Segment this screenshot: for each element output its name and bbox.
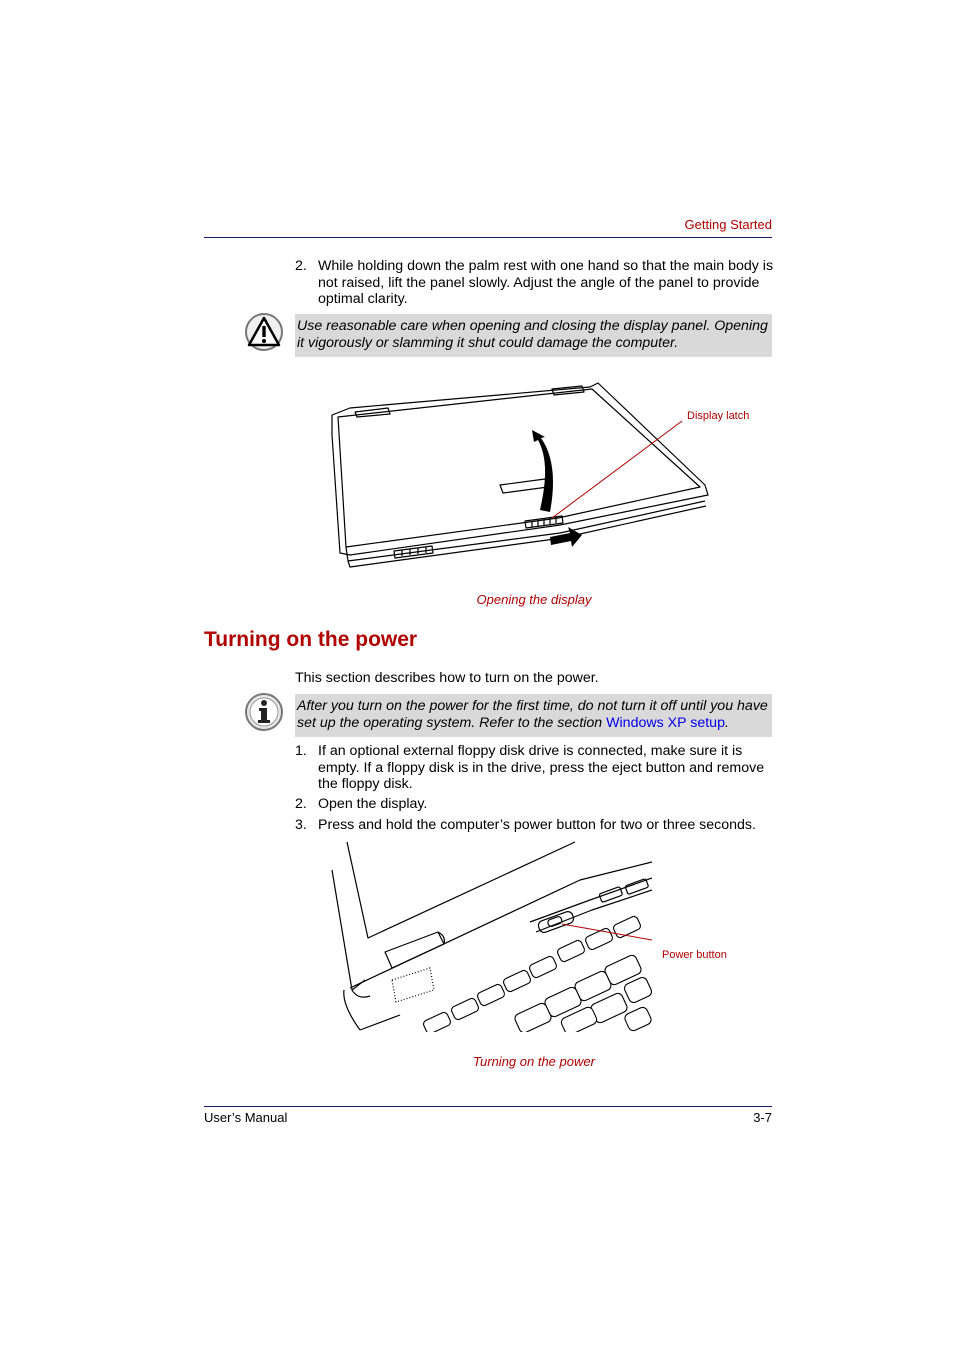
running-header: Getting Started xyxy=(684,217,772,232)
info-note-text: After you turn on the power for the first time, do not turn it off until you have set up the operating system. Refer to the section xyxy=(297,698,768,731)
list-item xyxy=(295,796,775,813)
info-note xyxy=(295,694,772,737)
laptop-keyboard-illustration xyxy=(330,840,652,1032)
info-icon xyxy=(244,692,284,732)
caution-icon xyxy=(244,312,284,352)
step-text: If an optional external floppy disk drive is connected, make sure it is empty. If a floppy disk is in the drive, press the eject button and remove the floppy disk. xyxy=(318,743,765,792)
list-item xyxy=(295,817,775,834)
footer-rule xyxy=(204,1106,772,1107)
step-number: 2. xyxy=(295,796,307,812)
info-note-end: . xyxy=(724,714,729,731)
step-text: Press and hold the computer’s power button for two or three seconds. xyxy=(318,817,756,833)
step-text: While holding down the palm rest with one hand so that the main body is not raised, lift the panel slowly. Adjust the angle of the panel to provide optimal clarity. xyxy=(318,258,774,307)
section-intro: This section describes how to turn on the power. xyxy=(295,670,599,686)
step-number: 2. xyxy=(295,258,307,274)
figure-power-button xyxy=(330,840,652,1032)
list-item xyxy=(295,258,775,308)
caution-note: Use reasonable care when opening and closing the display panel. Opening it vigorously or slamming it shut could damage the computer. xyxy=(295,314,772,357)
header-rule xyxy=(204,237,772,238)
list-item xyxy=(295,743,775,793)
laptop-lid-illustration xyxy=(320,375,720,575)
footer-manual-title: User’s Manual xyxy=(204,1110,288,1125)
step-text: Open the display. xyxy=(318,796,428,812)
figure-caption: Opening the display xyxy=(476,592,592,607)
callout-display-latch: Display latch xyxy=(687,410,750,422)
page-number: 3-7 xyxy=(753,1110,772,1125)
figure-opening-display xyxy=(320,375,720,575)
callout-power-button: Power button xyxy=(662,949,727,961)
figure-caption: Turning on the power xyxy=(473,1054,595,1069)
windows-xp-setup-link[interactable]: Windows XP setup xyxy=(606,714,725,731)
section-heading: Turning on the power xyxy=(204,628,418,651)
step-number: 1. xyxy=(295,743,307,759)
step-number: 3. xyxy=(295,817,307,833)
